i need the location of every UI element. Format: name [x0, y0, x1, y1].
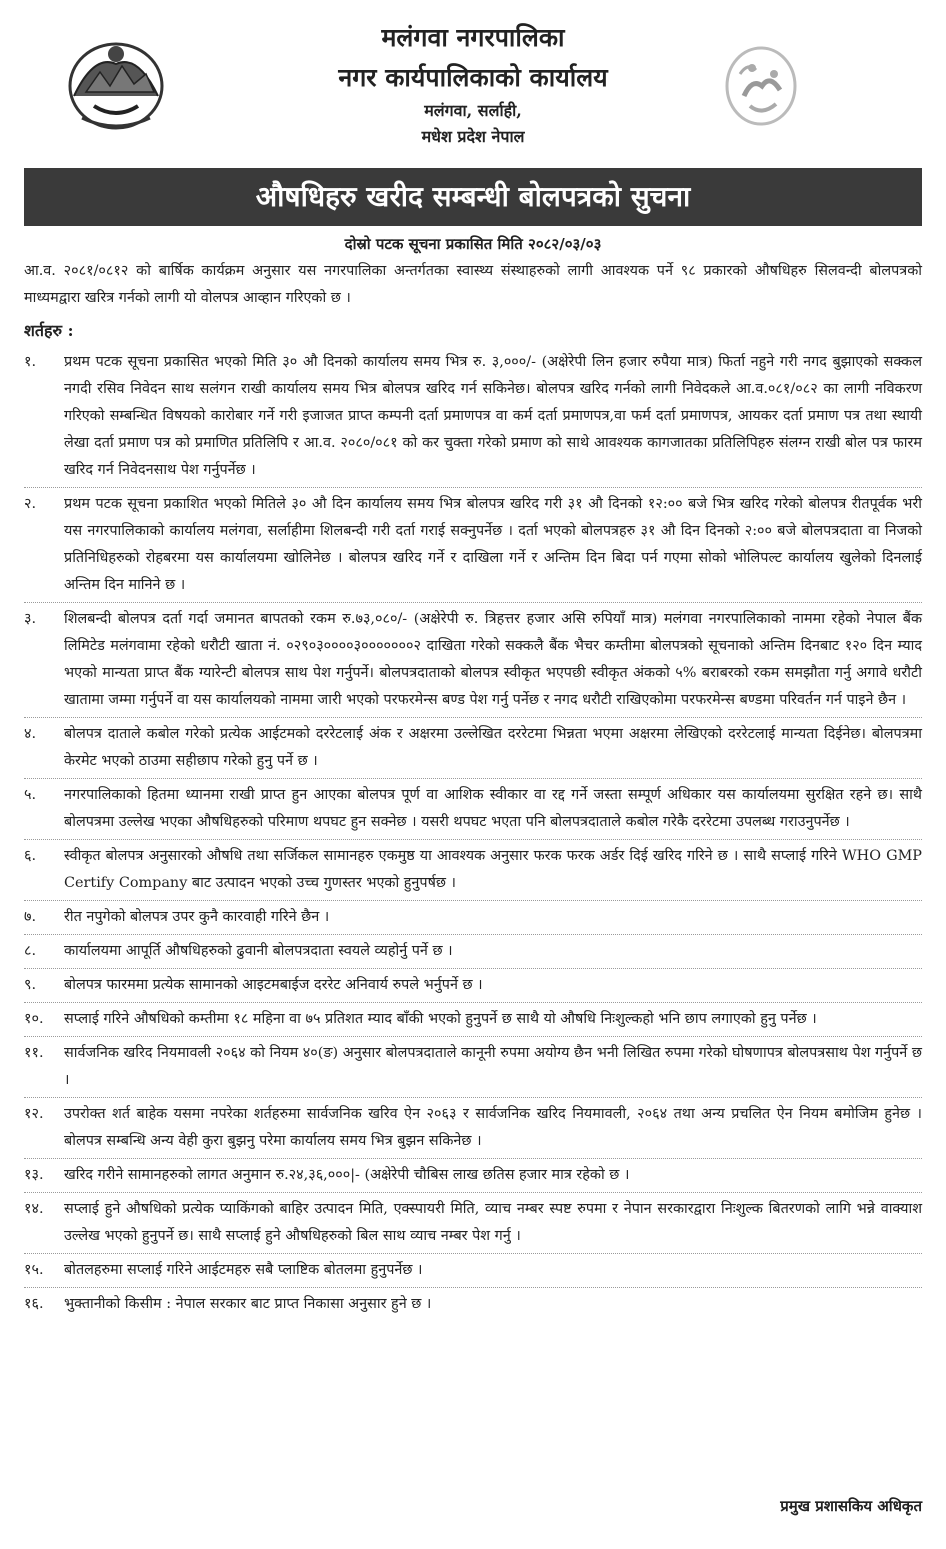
condition-text: प्रथम पटक सूचना प्रकासित भएको मिति ३० औ दिनको कार्यालय समय भित्र रु. ३,०००/- (अक्षेरेपी लिन हजार रुपैया मात्र) फिर्ता नहुने गरी नगद बुझाएको सक्कल नगदी रसिव निवेदन साथ सलंगन राखी कार्यालय समय भित्र बोलपत्र खरिद गर्न सकिनेछ। बोलपत्र खरिद गर्नको लागी निवेदकले आ.व.०८१/०८२ का लागी नविकरण गरिएको सम्बन्धित विषयको कारोबार गर्ने गरी इजाजत प्राप्त कम्पनी दर्ता प्रमाणपत्र वा कर्म दर्ता प्रमाणपत्र,वा फर्म दर्ता प्रमाणपत्र, आयकर दर्ता प्रमाण पत्र तथा स्थायी लेखा दर्ता प्रमाण पत्र को प्रमाणित प्रतिलिपि र आ.व. २०८०/०८१ को कर चुक्ता गरेको प्रमाण को साथे आवश्यक कागजातका प्रतिलिपिहरु संलग्न राखी बोल पत्र फारम खरिद गर्न निवेदनसाथ पेश गर्नुपर्नेछ । [64, 354, 922, 478]
condition-item [24, 1159, 922, 1193]
office-heading [230, 18, 716, 150]
condition-item [24, 1003, 922, 1037]
condition-number: ५. [24, 787, 37, 803]
condition-item [24, 603, 922, 718]
condition-text: स्वीकृत बोलपत्र अनुसारको औषधि तथा सर्जिकल सामानहरु एकमुष्ठ या आवश्यक अनुसार फरक फरक अर्डर दिई खरिद गरिने छ । साथै सप्लाई गरिने WHO GMP Certify Company बाट उत्पादन भएको उच्च गुणस्तर भएको हुनुपर्षछ । [64, 848, 922, 891]
condition-text: खरिद गरीने सामानहरुको लागत अनुमान रु.२४,३६,०००|- (अक्षेरेपी चौबिस लाख छतिस हजार मात्र रहेको छ । [64, 1167, 630, 1183]
condition-number: ७. [24, 909, 37, 925]
office-location: मलंगवा, सर्लाही, [424, 101, 522, 120]
condition-text: भुक्तानीको किसीम : नेपाल सरकार बाट प्राप्त निकासा अनुसार हुने छ । [64, 1296, 432, 1312]
condition-item [24, 718, 922, 779]
condition-number: १३. [24, 1167, 44, 1183]
notice-title: औषधिहरु खरीद सम्बन्धी बोलपत्रको सुचना [24, 168, 922, 226]
office-title: नगर कार्यपालिकाको कार्यालय [338, 63, 608, 92]
conditions-list [24, 346, 922, 1321]
conditions-label: शर्तहरु : [24, 321, 74, 340]
condition-text: रीत नपुगेको बोलपत्र उपर कुनै कारवाही गरिने छैन । [64, 909, 330, 925]
notice-header [0, 18, 946, 168]
condition-text: कार्यालयमा आपूर्ति औषधिहरुको ढुवानी बोलपत्रदाता स्वयले व्यहोर्नु पर्ने छ । [64, 943, 453, 959]
condition-number: १०. [24, 1011, 44, 1027]
condition-item [24, 1037, 922, 1098]
office-province: मधेश प्रदेश नेपाल [421, 127, 525, 146]
condition-item [24, 779, 922, 840]
condition-number: ११. [24, 1045, 44, 1061]
condition-text: बोलपत्र दाताले कबोल गरेको प्रत्येक आईटमको दररेटलाई अंक र अक्षरमा उल्लेखित दररेटमा भिन्नता भएमा अक्षरमा लेखिएको दररेटलाई मान्यता दिईनेछ। बोलपत्रमा केरमेट भएको ठाउमा सहीछाप गरेको हुनु पर्ने छ । [64, 726, 922, 769]
condition-text: नगरपालिकाको हितमा ध्यानमा राखी प्राप्त हुन आएका बोलपत्र पूर्ण वा आशिक स्वीकार वा रद्द गर्ने जस्ता सम्पूर्ण अधिकार यस कार्यालयमा सुरक्षित रहने छ। साथै बोलपत्रमा उल्लेख भएका औषधिहरुको परिमाण थपघट हुन सक्नेछ । यसरी थपघट भएता पनि बोलपत्रदाताले कबोल गरेकै दररेटमा उपलब्ध गराउनुपर्नेछ । [64, 787, 922, 830]
condition-text: शिलबन्दी बोलपत्र दर्ता गर्दा जमानत बापतको रकम रु.७३,०८०/- (अक्षेरेपी रु. त्रिहत्तर हजार असि रुपियाँ मात्र) मलंगवा नगरपालिकाको नाममा रहेको नेपाल बैंक लिमिटेड मलंगवामा रहेको धरौटी खाता नं. ०२९०३००००३०००००००२ दाखिता गरेको सक्कलै बैंक भैचर कम्तीमा बोलपत्रको सूचनाको अन्तिम दिनबाट १२० दिन म्याद भएको मान्यता प्राप्त बैंक ग्यारेन्टी बोलपत्र साथ पेश गर्नुपर्ने। बोलपत्रदाताको बोलपत्र स्वीकृत भएपछी स्वीकृत अंकको ५% बराबरको रकम समझौता गर्नु अगावे धरौटी खातामा जम्मा गर्नुपर्ने वा यस कार्यालयको नाममा जारी भएको परफरमेन्स बण्ड पेश गर्नु पर्नेछ र नगद धरौटी राखिएकोमा परफरमेन्स बण्डमा परिवर्तन गर्न पाइने छैन । [64, 611, 922, 708]
condition-number: ८. [24, 943, 37, 959]
municipality-logo-icon [722, 44, 800, 128]
office-name: मलंगवा नगरपालिका [381, 23, 565, 52]
condition-text: उपरोक्त शर्त बाहेक यसमा नपरेका शर्तहरुमा सार्वजनिक खरिव ऐन २०६३ र सार्वजनिक खरिद नियमावली, २०६४ तथा अन्य प्रचलित ऐन नियम बमोजिम हुनेछ । बोलपत्र सम्बन्धि अन्य वेही कुरा बुझनु परेमा कार्यालय समय भित्र बुझन सकिनेछ । [64, 1106, 922, 1149]
condition-text: सप्लाई हुने औषधिको प्रत्येक प्याकिंगको बाहिर उत्पादन मिति, एक्स्पायरी मिति, व्याच नम्बर स्पष्ट रुपमा र नेपान सरकारद्वारा निःशुल्क बितरणको लागि भन्ने वाक्याश उल्लेख भएको हुनुपर्ने छ। साथै सप्लाई हुने औषधिहरुको बिल साथ व्याच नम्बर पेश गर्नु । [64, 1201, 922, 1244]
condition-number: २. [24, 496, 37, 512]
condition-item [24, 969, 922, 1003]
condition-number: ३. [24, 611, 37, 627]
condition-number: ९. [24, 977, 37, 993]
condition-item [24, 901, 922, 935]
condition-number: १२. [24, 1106, 44, 1122]
condition-number: १५. [24, 1262, 44, 1278]
intro-paragraph: आ.व. २०८१/०८१२ को बार्षिक कार्यक्रम अनुसार यस नगरपालिका अन्तर्गतका स्वास्थ्य संस्थाहरुको लागी आवश्यक पर्ने ९८ प्रकारको औषधिहरु सिलवन्दी बोलपत्रको माध्यमद्वारा खरित्र गर्नको लागी यो वोलपत्र आव्हान गरिएको छ । [24, 263, 922, 306]
condition-item [24, 1288, 922, 1321]
condition-text: प्रथम पटक सूचना प्रकाशित भएको मितिले ३० औ दिन कार्यालय समय भित्र बोलपत्र खरिद गरी ३१ औ दिनको १२:०० बजे भित्र खरिद गरेको बोलपत्र रीतपूर्वक भरी यस नगरपालिकाको कार्यालय मलंगवा, सर्लाहीमा शिलबन्दी गरी दर्ता गराई सक्नुपर्नेछ । दर्ता भएको बोलपत्रहरु ३१ औ दिन दिनको २:०० बजे बोलपत्रदाता वा निजको प्रतिनिधिहरुको रोहबरमा यस कार्यालयमा खोलिनेछ । बोलपत्र खरिद गर्ने र दाखिला गर्ने र अन्तिम दिन बिदा पर्न गएमा सोको भोलिपल्ट कार्यालय खुलेको दिनलाई अन्तिम दिन मानिने छ । [64, 496, 922, 593]
condition-item [24, 488, 922, 603]
condition-item [24, 935, 922, 969]
condition-number: १. [24, 354, 37, 370]
condition-number: ६. [24, 848, 37, 864]
signature: प्रमुख प्रशासकिय अधिकृत [780, 1497, 922, 1515]
publication-date: दोस्रो पटक सूचना प्रकासित मिति २०८२/०३/०३ [344, 235, 602, 253]
notice-body [24, 258, 922, 1321]
condition-number: १४. [24, 1201, 44, 1217]
nepal-government-emblem-icon [64, 34, 168, 134]
condition-item [24, 346, 922, 488]
condition-number: ४. [24, 726, 37, 742]
condition-item [24, 1193, 922, 1254]
condition-text: सार्वजनिक खरिद नियमावली २०६४ को नियम ४०(ङ) अनुसार बोलपत्रदाताले कानूनी रुपमा अयोग्य छैन भनी लिखित रुपमा गरेको घोषणापत्र बोलपत्रसाथ पेश गर्नुपर्ने छ । [64, 1045, 922, 1088]
condition-text: बोतलहरुमा सप्लाई गरिने आईटमहरु सबै प्लाष्टिक बोतलमा हुनुपर्नेछ । [64, 1262, 423, 1278]
condition-text: सप्लाई गरिने औषधिको कम्तीमा १८ महिना वा ७५ प्रतिशत म्याद बाँकी भएको हुनुपर्ने छ साथै यो औषधि निःशुल्कहो भनि छाप लगाएको हुनु पर्नेछ । [64, 1011, 817, 1027]
condition-item [24, 1098, 922, 1159]
condition-item [24, 1254, 922, 1288]
condition-item [24, 840, 922, 901]
condition-text: बोलपत्र फारममा प्रत्येक सामानको आइटमबाईज दररेट अनिवार्य रुपले भर्नुपर्ने छ । [64, 977, 483, 993]
condition-number: १६. [24, 1296, 44, 1312]
